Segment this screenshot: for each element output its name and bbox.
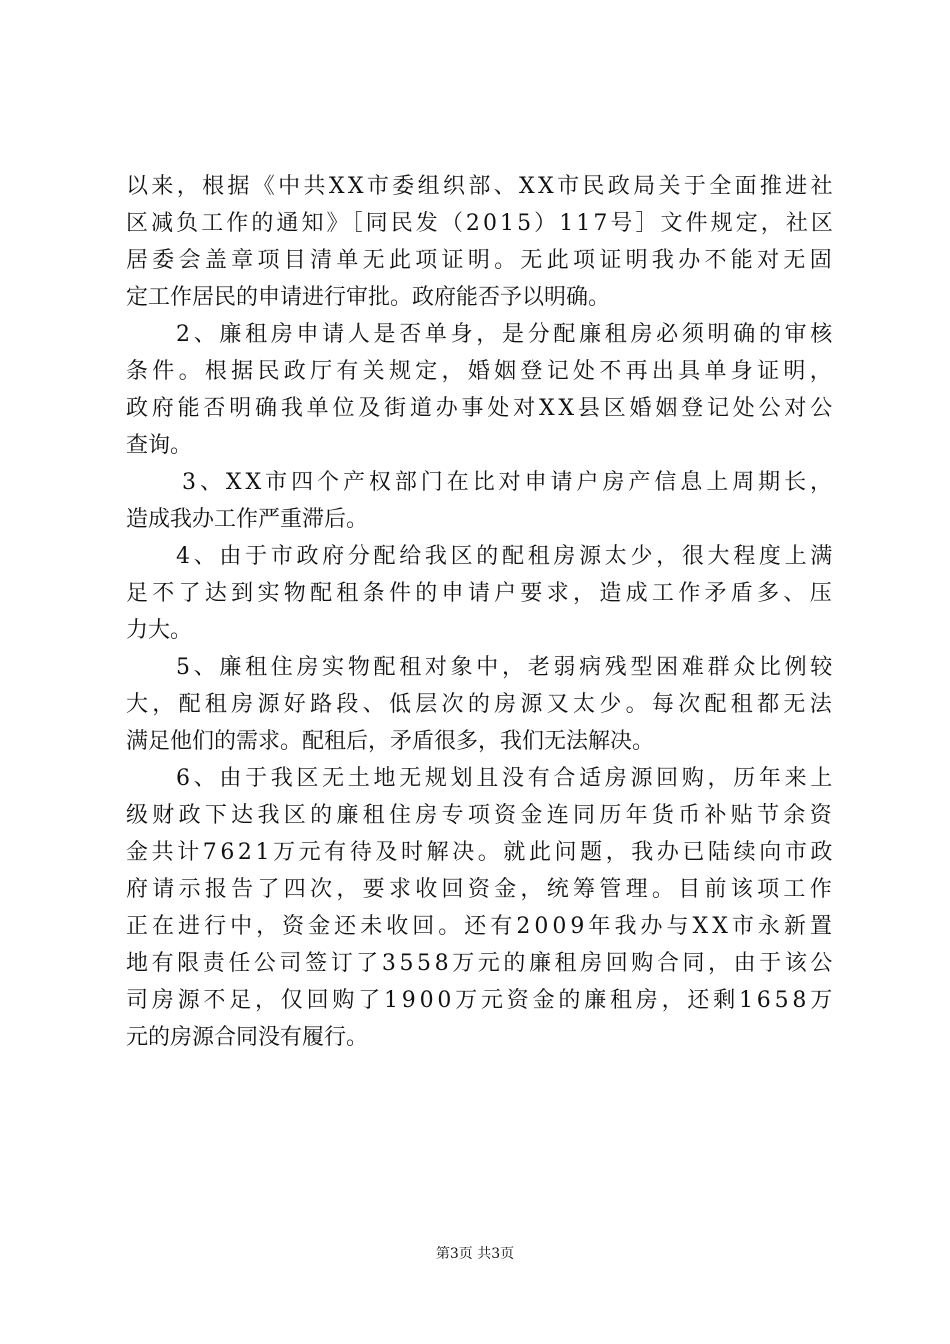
- document-body: [126, 168, 836, 1056]
- text-line: 查询。: [126, 433, 193, 458]
- text-line: 满足他们的需求。配租后，矛盾很多，我们无法解决。: [126, 729, 655, 754]
- text-line: 金共计7621万元有待及时解决。就此问题，我办已陆续向市政: [126, 840, 836, 865]
- text-line: 区减负工作的通知》［同民发（2015）117号］文件规定，社区: [126, 211, 836, 236]
- text-line: 6、由于我区无土地无规划且没有合适房源回购，历年来上: [176, 766, 836, 791]
- text-line: 级财政下达我区的廉租住房专项资金连同历年货币补贴节余资: [126, 803, 836, 828]
- text-line: 居委会盖章项目清单无此项证明。无此项证明我办不能对无固: [126, 248, 836, 273]
- text-line: 正在进行中，资金还未收回。还有2009年我办与XX市永新置: [126, 914, 836, 939]
- text-line: 2、廉租房申请人是否单身，是分配廉租房必须明确的审核: [176, 322, 836, 347]
- text-line: 3、XX市四个产权部门在比对申请户房产信息上周期长，: [182, 470, 836, 495]
- text-line: 5、廉租住房实物配租对象中，老弱病残型困难群众比例较: [176, 655, 836, 680]
- text-line: 以来，根据《中共XX市委组织部、XX市民政局关于全面推进社: [126, 174, 836, 199]
- text-line: 地有限责任公司签订了3558万元的廉租房回购合同，由于该公: [126, 951, 836, 976]
- page-footer: 第3页 共3页: [435, 1246, 515, 1262]
- text-line: 司房源不足，仅回购了1900万元资金的廉租房，还剩1658万: [126, 988, 836, 1013]
- text-line: 力大。: [126, 618, 193, 643]
- text-line: 条件。根据民政厅有关规定，婚姻登记处不再出具单身证明，: [126, 359, 836, 384]
- text-line: 足不了达到实物配租条件的申请户要求，造成工作矛盾多、压: [126, 581, 836, 606]
- text-line: 4、由于市政府分配给我区的配租房源太少，很大程度上满: [176, 544, 836, 569]
- text-line: 大，配租房源好路段、低层次的房源又太少。每次配租都无法: [126, 692, 836, 717]
- text-line: 府请示报告了四次，要求收回资金，统筹管理。目前该项工作: [126, 877, 836, 902]
- text-line: 造成我办工作严重滞后。: [126, 507, 369, 532]
- text-line: 元的房源合同没有履行。: [126, 1025, 369, 1050]
- text-line: 定工作居民的申请进行审批。政府能否予以明确。: [126, 285, 611, 310]
- text-line: 政府能否明确我单位及街道办事处对XX县区婚姻登记处公对公: [126, 396, 836, 421]
